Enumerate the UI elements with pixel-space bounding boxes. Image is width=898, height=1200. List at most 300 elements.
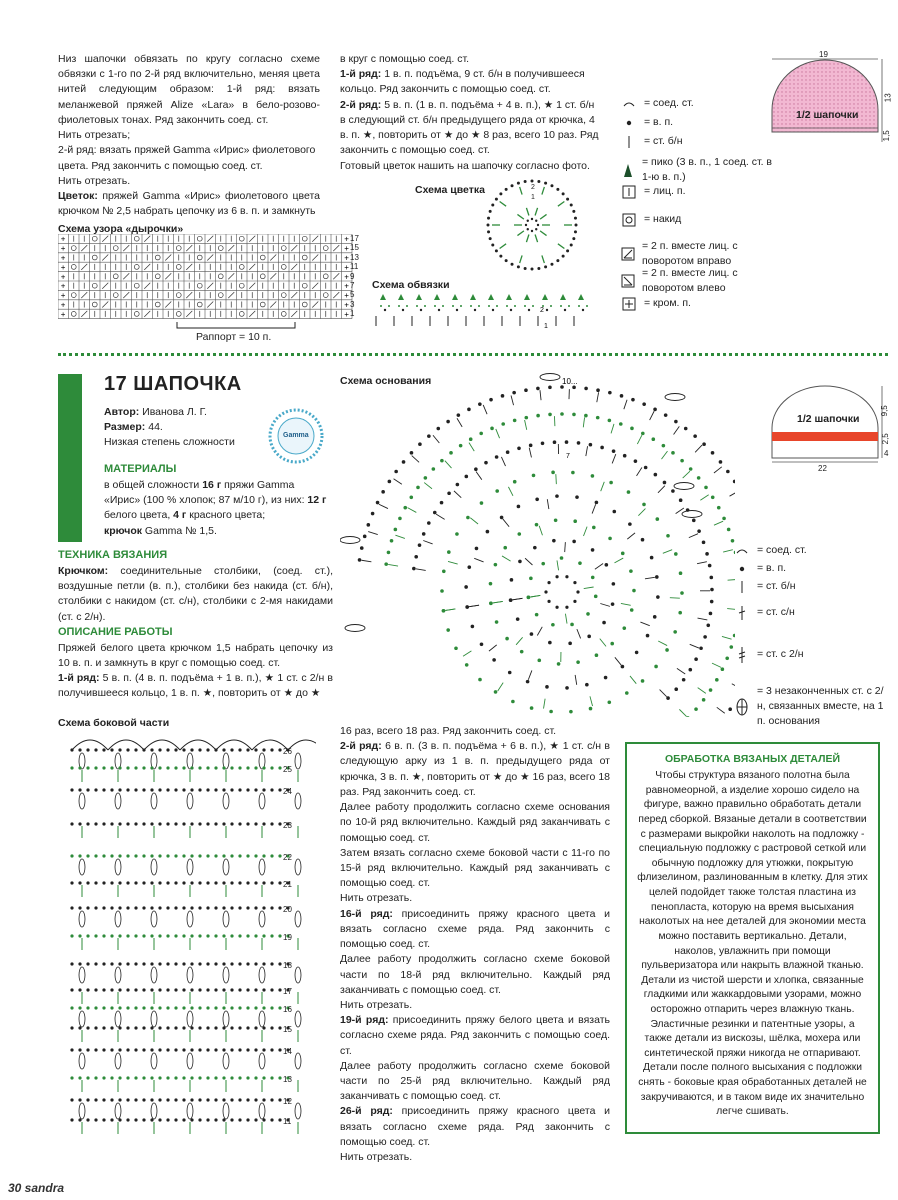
- text: Иванова Л. Г.: [139, 406, 207, 418]
- chain-dot: [702, 442, 706, 446]
- paragraph: 16 раз, всего 18 раз. Ряд закончить соед. ст.: [340, 725, 557, 737]
- chain-dot: [206, 1076, 209, 1079]
- chain-dot: [442, 569, 446, 573]
- chain-dot: [568, 305, 570, 307]
- chain-dot: [654, 665, 658, 669]
- stitch-mark: [698, 618, 708, 620]
- legend-text: = соед. ст.: [757, 544, 807, 557]
- chain-dot: [608, 419, 612, 423]
- yarn-over: [197, 302, 202, 307]
- yarn-over: [239, 312, 244, 317]
- chain-dot: [198, 766, 201, 769]
- stitch-mark: [712, 663, 721, 667]
- chain-dot: [158, 822, 161, 825]
- chain-dot: [222, 1076, 225, 1079]
- chain-dot: [517, 265, 520, 268]
- chain-dot: [699, 646, 703, 650]
- chain-dot: [653, 615, 657, 619]
- chain-dot: [420, 309, 422, 311]
- k2tog-mark: [312, 283, 318, 289]
- chain-dot: [126, 881, 129, 884]
- row-number: 13: [350, 252, 359, 262]
- k2tog-mark: [333, 273, 339, 279]
- stitch-mark: [513, 598, 523, 600]
- edge-stitch: +: [60, 291, 66, 301]
- text: 5 в. п. (1 в. п. подъёма + 4 в. п.), ★ 1 ст. б/н в следующий ст. б/н предыдущего ряда от крючка, 4 в. п. ★, повторить от ★ до ★ 8 раз, всего 10 раз. Ряд закончить с помощью соед. ст.: [340, 98, 599, 157]
- chain-dot: [501, 394, 505, 398]
- chain-dot: [537, 224, 539, 226]
- chain-dot: [142, 788, 145, 791]
- chain-dot: [403, 506, 407, 510]
- chain-dot: [182, 788, 185, 791]
- chain-dot: [206, 1048, 209, 1051]
- stitch-mark: [525, 558, 532, 565]
- svg-text:7: 7: [566, 453, 570, 460]
- chain-dot: [158, 881, 161, 884]
- t: Gamma № 1,5.: [142, 524, 217, 537]
- chain-dot: [663, 481, 667, 485]
- chain-dot: [102, 1098, 105, 1101]
- chain-dot: [702, 698, 706, 702]
- chain-dot: [182, 1076, 185, 1079]
- legend-item: [733, 646, 804, 664]
- article-title: 17 ШАПОЧКА: [104, 373, 242, 395]
- side-row-numbers: [283, 740, 313, 1140]
- chain-dot: [198, 1026, 201, 1029]
- cluster-mark: [223, 967, 229, 983]
- picot-mark: [398, 294, 404, 300]
- stitch-mark: [600, 604, 610, 607]
- chain-dot: [246, 766, 249, 769]
- cluster-mark: [151, 911, 157, 927]
- lace-chart: [58, 234, 368, 326]
- top-left-text: [58, 52, 320, 219]
- yarn-over: [218, 274, 223, 279]
- chain-dot: [94, 1118, 97, 1121]
- chain-dot: [262, 1076, 265, 1079]
- chain-dot: [174, 788, 177, 791]
- cluster-mark: [223, 1053, 229, 1069]
- edge-stitch: +: [344, 291, 349, 301]
- chain-dot: [489, 210, 492, 213]
- row-number: 1: [350, 309, 355, 319]
- chain-dot: [674, 420, 678, 424]
- edge-schema: [368, 290, 593, 335]
- chain-dot: [86, 1076, 89, 1079]
- cluster-mark: [79, 967, 85, 983]
- stitch-mark: [525, 420, 527, 430]
- chain-dot: [142, 1026, 145, 1029]
- paragraph: Нить отрезать.: [340, 1151, 413, 1164]
- green-bar: [58, 374, 82, 542]
- chain-dot: [222, 1026, 225, 1029]
- chain-dot: [270, 766, 273, 769]
- chain-dot: [447, 491, 451, 495]
- chain-dot: [496, 305, 498, 307]
- row-number: 3: [350, 299, 355, 309]
- chain-dot: [118, 881, 121, 884]
- bar-icon: [620, 133, 638, 151]
- chain-dot: [150, 1026, 153, 1029]
- chain-dot: [158, 1076, 161, 1079]
- paragraph: [58, 189, 320, 219]
- k2tog-mark: [207, 236, 213, 242]
- chain-dot: [600, 446, 604, 450]
- row-number: 12: [283, 1097, 292, 1106]
- bar2-icon: [733, 646, 751, 664]
- chain-dot: [671, 451, 675, 455]
- chain-dot: [198, 906, 201, 909]
- chain-dot: [465, 475, 469, 479]
- chain-dot: [174, 1076, 177, 1079]
- cluster-mark: [79, 911, 85, 927]
- chain-dot: [664, 413, 668, 417]
- hat1-width: 19: [819, 50, 828, 59]
- chain-dot: [513, 480, 517, 484]
- stitch-mark: [614, 558, 623, 563]
- k2tog-mark: [81, 292, 87, 298]
- t: присоединить пряжу красного цвета и вязать согласно схеме ряда. Ряд закончить с помощью соед. ст.: [340, 1105, 610, 1148]
- chain-dot: [551, 471, 555, 475]
- k2tog-mark: [333, 292, 339, 298]
- chain-dot: [526, 680, 530, 684]
- edge-schema-title: Схема обвязки: [372, 279, 450, 291]
- stitch-mark: [661, 451, 667, 459]
- chain-dot: [174, 988, 177, 991]
- chain-dot: [684, 427, 688, 431]
- t: в общей сложности: [104, 478, 203, 491]
- stitch-mark: [489, 645, 497, 651]
- yarn-over: [260, 302, 265, 307]
- chain-dot: [126, 1026, 129, 1029]
- legend-item: [733, 604, 795, 622]
- chain-dot: [278, 962, 281, 965]
- cluster-mark: [115, 967, 121, 983]
- picot-mark: [470, 294, 476, 300]
- chain-dot: [711, 451, 715, 455]
- arc-icon: [733, 542, 751, 560]
- yarn-over: [218, 246, 223, 251]
- chain-dot: [214, 881, 217, 884]
- technique-title: ТЕХНИКА ВЯЗАНИЯ: [58, 549, 168, 561]
- info-box-title: ОБРАБОТКА ВЯЗАНЫХ ДЕТАЛЕЙ: [664, 753, 841, 765]
- chain-dot: [537, 180, 540, 183]
- chain-dot: [562, 192, 565, 195]
- chain-dot: [142, 1006, 145, 1009]
- chain-dot: [142, 881, 145, 884]
- chain-dot: [424, 476, 428, 480]
- chain-dot: [527, 220, 529, 222]
- chain-dot: [94, 962, 97, 965]
- yarn-over: [71, 265, 76, 270]
- chain-dot: [166, 822, 169, 825]
- chain-dot: [465, 663, 469, 667]
- chain-dot: [535, 523, 539, 527]
- chain-dot: [487, 230, 490, 233]
- k2tog-mark: [291, 245, 297, 251]
- legend-item: [620, 155, 780, 185]
- chain-dot: [110, 748, 113, 751]
- picot-mark: [434, 294, 440, 300]
- chain-dot: [214, 1006, 217, 1009]
- yarn-over: [197, 283, 202, 288]
- chain-dot: [214, 962, 217, 965]
- chain-dot: [198, 1006, 201, 1009]
- chain-dot: [150, 1076, 153, 1079]
- chain-dot: [126, 1006, 129, 1009]
- dot-icon: [620, 114, 638, 132]
- stitch-mark: [526, 235, 528, 243]
- chain-dot: [150, 1006, 153, 1009]
- chain-dot: [246, 1048, 249, 1051]
- chain-dot: [78, 1048, 81, 1051]
- cluster-mark: [187, 859, 193, 875]
- chain-dot: [254, 934, 257, 937]
- chain-dot: [78, 1006, 81, 1009]
- chain-dot: [110, 854, 113, 857]
- chain-dot: [174, 748, 177, 751]
- yarn-over: [176, 293, 181, 298]
- desc-text: Пряжей белого цвета крючком 1,5 набрать цепочку из 10 в. п. и замкнуть в круг с помощью соед. ст.: [58, 641, 333, 669]
- chain-dot: [644, 466, 648, 470]
- chain-dot: [517, 446, 521, 450]
- chain-dot: [546, 309, 548, 311]
- chain-dot: [118, 988, 121, 991]
- chain-dot: [503, 546, 507, 550]
- knit-icon: [620, 183, 638, 201]
- chain-dot: [190, 1006, 193, 1009]
- chain-dot: [427, 521, 431, 525]
- edge-stitch: +: [60, 300, 66, 310]
- chain-dot: [182, 766, 185, 769]
- chain-dot: [641, 538, 645, 542]
- chain-dot: [612, 510, 616, 514]
- cluster-mark: [151, 1103, 157, 1119]
- chain-dot: [102, 766, 105, 769]
- stitch-mark: [454, 491, 461, 498]
- chain-dot: [578, 561, 582, 565]
- materials-block: [104, 462, 329, 539]
- chain-dot: [222, 788, 225, 791]
- chain-dot: [70, 822, 73, 825]
- legend-item: [620, 114, 673, 132]
- chain-dot: [440, 459, 444, 463]
- chain-dot: [733, 480, 735, 484]
- chain-dot: [102, 854, 105, 857]
- stitch-mark: [674, 426, 680, 434]
- chain-dot: [465, 605, 469, 609]
- chain-dot: [70, 962, 73, 965]
- chain-dot: [198, 854, 201, 857]
- chain-dot: [150, 1098, 153, 1101]
- chain-dot: [270, 1098, 273, 1101]
- hat2-label: 1/2 шапочки: [797, 413, 860, 425]
- chain-dot: [110, 788, 113, 791]
- chain-dot: [541, 562, 545, 566]
- chain-dot: [440, 501, 444, 505]
- chain-dot: [214, 1118, 217, 1121]
- cluster-mark: [665, 394, 685, 401]
- chain-dot: [134, 788, 137, 791]
- chain-dot: [550, 184, 553, 187]
- stitch-mark: [412, 456, 419, 463]
- chain-dot: [480, 642, 484, 646]
- cluster-mark: [79, 1103, 85, 1119]
- chain-dot: [630, 427, 634, 431]
- chain-dot: [254, 788, 257, 791]
- chain-dot: [572, 540, 576, 544]
- edge-stitch: +: [344, 281, 349, 291]
- chain-dot: [238, 1076, 241, 1079]
- yarn-over: [239, 283, 244, 288]
- chain-dot: [511, 184, 514, 187]
- chain-dot: [711, 495, 715, 499]
- chain-dot: [86, 988, 89, 991]
- stitch-mark: [689, 534, 698, 538]
- chain-dot: [230, 766, 233, 769]
- chain-dot: [564, 309, 566, 311]
- chain-dot: [721, 667, 725, 671]
- legend-text: = пико (3 в. п., 1 соед. ст. в 1-ю в. п.): [642, 156, 773, 184]
- k2tog-mark: [249, 236, 255, 242]
- chain-dot: [575, 224, 578, 227]
- stitch-mark: [730, 491, 735, 496]
- bar-icon: [733, 578, 751, 596]
- chain-dot: [478, 402, 482, 406]
- row-number: 5: [350, 290, 355, 300]
- cluster-mark: [79, 1053, 85, 1069]
- svg-text:2: 2: [540, 307, 544, 314]
- chain-dot: [118, 1006, 121, 1009]
- chain-dot: [262, 766, 265, 769]
- k2tog-mark: [291, 292, 297, 298]
- chain-dot: [480, 501, 484, 505]
- chain-dot: [460, 305, 462, 307]
- chain-dot: [238, 822, 241, 825]
- chain-dot: [254, 854, 257, 857]
- chain-dot: [595, 501, 599, 505]
- chain-dot: [142, 1118, 145, 1121]
- chain-dot: [517, 182, 520, 185]
- yarn-over: [155, 274, 160, 279]
- chain-dot: [544, 265, 547, 268]
- chain-dot: [512, 391, 516, 395]
- chain-dot: [390, 539, 394, 543]
- chain-dot: [94, 1048, 97, 1051]
- chain-dot: [505, 188, 508, 191]
- chain-dot: [190, 1118, 193, 1121]
- stitch-mark: [663, 550, 672, 554]
- chain-dot: [238, 854, 241, 857]
- stitch-mark: [423, 540, 432, 543]
- chain-dot: [589, 443, 593, 447]
- chain-dot: [206, 881, 209, 884]
- gamma-logo-text: Gamma: [283, 432, 309, 439]
- chain-dot: [166, 962, 169, 965]
- stitch-mark: [592, 504, 596, 513]
- svg-text:1: 1: [531, 194, 535, 201]
- yarn-over: [92, 283, 97, 288]
- stitch-mark: [448, 561, 458, 564]
- stitch-mark: [470, 518, 478, 524]
- chain-dot: [230, 748, 233, 751]
- chain-dot: [495, 489, 499, 493]
- chain-dot: [142, 906, 145, 909]
- chain-dot: [254, 988, 257, 991]
- stitch-mark: [690, 644, 699, 648]
- chain-dot: [516, 617, 520, 621]
- chain-dot: [380, 305, 382, 307]
- stitch-mark: [645, 577, 655, 579]
- chain-dot: [262, 988, 265, 991]
- stitch-mark: [361, 560, 371, 562]
- legend-text: = соед. ст.: [644, 97, 694, 110]
- chain-dot: [609, 481, 613, 485]
- k2tog-mark: [333, 245, 339, 251]
- chain-dot: [102, 1076, 105, 1079]
- cluster-mark: [79, 793, 85, 809]
- k2tog-mark: [102, 283, 108, 289]
- hat1-label: 1/2 шапочки: [796, 109, 859, 121]
- chain-dot: [438, 309, 440, 311]
- chain-dot: [572, 413, 576, 417]
- chain-dot: [727, 528, 731, 532]
- t: Крючком:: [58, 564, 109, 577]
- stitch-mark: [558, 201, 564, 206]
- row-number: 23: [283, 821, 292, 830]
- hat-diagram-pink: [760, 50, 890, 160]
- stitch-mark: [583, 417, 584, 427]
- legend-item: [620, 183, 686, 201]
- label: Размер:: [104, 421, 146, 434]
- tri-icon: [620, 161, 636, 179]
- t: соединительные столбики, (соед. ст.), воздушные петли (в. п.), столбики без накида (ст. б/н), столбики с накидом (ст. с/н), столбики с 2-мя накидами (ст. с 2/н).: [58, 564, 333, 623]
- k2tog-mark: [312, 255, 318, 261]
- chain-dot: [78, 854, 81, 857]
- chain-dot: [471, 625, 475, 629]
- chain-dot: [190, 766, 193, 769]
- chain-dot: [206, 854, 209, 857]
- legend-text: = ст. б/н: [644, 135, 683, 148]
- chain-dot: [270, 962, 273, 965]
- chain-dot: [709, 688, 713, 692]
- chain-dot: [418, 543, 422, 547]
- chain-dot: [126, 962, 129, 965]
- chain-dot: [651, 437, 655, 441]
- chain-dot: [410, 451, 414, 455]
- chain-dot: [246, 854, 249, 857]
- picot-mark: [542, 294, 548, 300]
- chain-dot: [641, 679, 645, 683]
- chain-dot: [246, 906, 249, 909]
- chain-dot: [262, 962, 265, 965]
- chain-dot: [572, 210, 575, 213]
- chain-dot: [222, 1098, 225, 1101]
- chain-dot: [254, 1076, 257, 1079]
- chain-dot: [591, 548, 595, 552]
- chain-dot: [270, 748, 273, 751]
- chain-dot: [126, 934, 129, 937]
- side-schema: [58, 728, 316, 1138]
- k2tog-mark: [123, 292, 129, 298]
- chain-dot: [142, 854, 145, 857]
- chain-dot: [456, 483, 460, 487]
- stitch-mark: [557, 560, 559, 570]
- chain-dot: [94, 1076, 97, 1079]
- edge-stitch: +: [344, 300, 349, 310]
- chain-dot: [697, 476, 701, 480]
- chain-dot: [134, 854, 137, 857]
